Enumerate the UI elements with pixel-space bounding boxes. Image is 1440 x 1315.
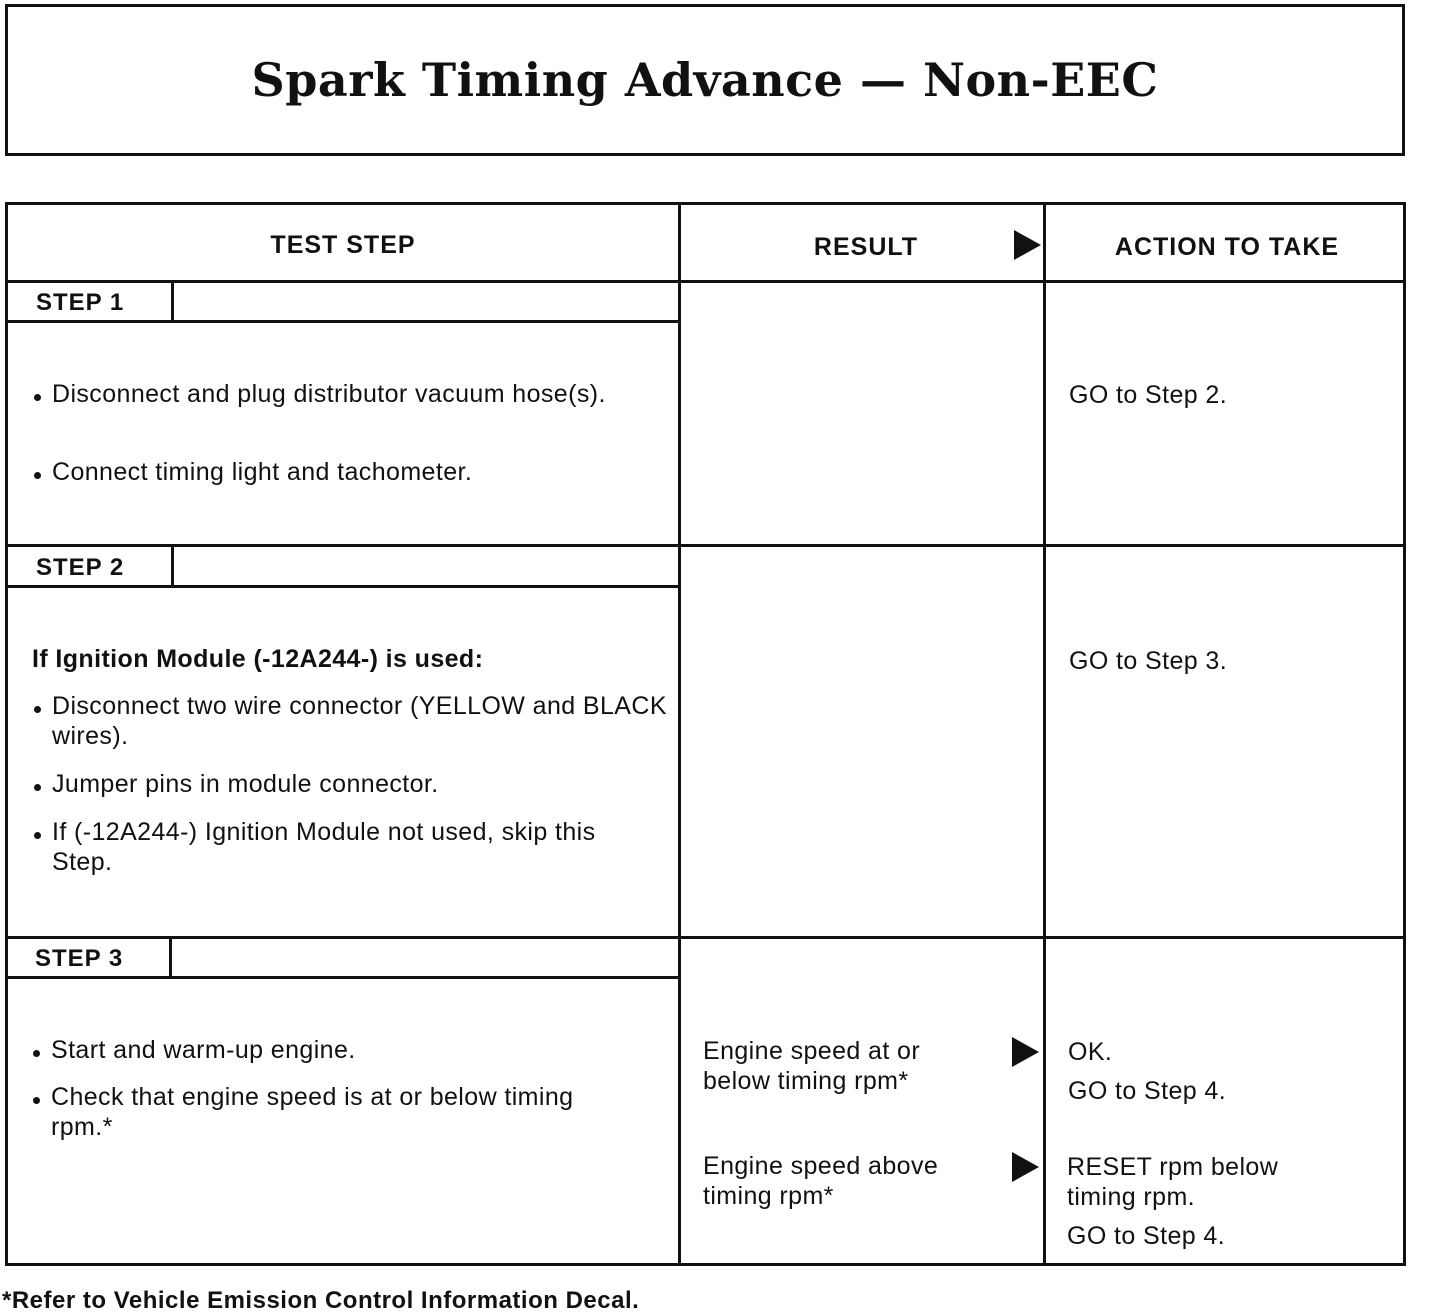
step-2-bullet: If (-12A244-) Ignition Module not used, skip this Step. (32, 817, 652, 877)
step-label-divider (8, 976, 678, 979)
step-label-edge (169, 936, 172, 978)
page-title: Spark Timing Advance — Non-EEC (251, 53, 1159, 107)
column-divider (1043, 205, 1046, 1263)
step-2-bullet: Disconnect two wire connector (YELLOW and BLACK wires). (32, 691, 682, 751)
procedure-table (5, 202, 1406, 1266)
result-arrow-icon (1012, 1152, 1039, 1182)
step-2-bullet: Jumper pins in module connector. (32, 769, 672, 799)
header-divider (8, 280, 1403, 283)
step-2-action: GO to Step 3. (1069, 647, 1228, 675)
step-1-label: STEP 1 (36, 289, 125, 316)
row-divider (8, 544, 1403, 547)
step-3-label: STEP 3 (35, 945, 124, 972)
step-1-action: GO to Step 2. (1069, 381, 1228, 409)
step-label-divider (8, 320, 678, 323)
step-1-bullet: Disconnect and plug distributor vacuum hose(s). (32, 379, 612, 409)
row-divider (8, 936, 1403, 939)
result-arrow-icon (1012, 1037, 1039, 1067)
title-box (5, 4, 1405, 156)
step-3-result: Engine speed at or below timing rpm* (703, 1037, 921, 1095)
step-label-edge (171, 544, 174, 587)
step-3-result: Engine speed above timing rpm* (703, 1152, 939, 1210)
header-result: RESULT (813, 233, 919, 261)
header-test-step: TEST STEP (270, 231, 416, 259)
step-3-action: OK. (1068, 1038, 1113, 1066)
step-2-intro: If Ignition Module (-12A244-) is used: (32, 645, 484, 673)
step-3-action: GO to Step 4. (1067, 1222, 1226, 1250)
step-3-bullet: Start and warm-up engine. (31, 1035, 651, 1065)
header-action: ACTION TO TAKE (1114, 233, 1340, 261)
result-arrow-icon (1014, 230, 1041, 260)
step-3-action: GO to Step 4. (1068, 1077, 1227, 1105)
step-3-bullet: Check that engine speed is at or below timing rpm.* (31, 1082, 611, 1142)
step-2-label: STEP 2 (36, 554, 125, 581)
step-label-edge (171, 280, 174, 322)
footnote: *Refer to Vehicle Emission Control Information Decal. (2, 1287, 640, 1314)
step-3-action: RESET rpm below timing rpm. (1067, 1153, 1279, 1211)
step-label-divider (8, 585, 678, 588)
step-1-bullet: Connect timing light and tachometer. (32, 457, 652, 487)
